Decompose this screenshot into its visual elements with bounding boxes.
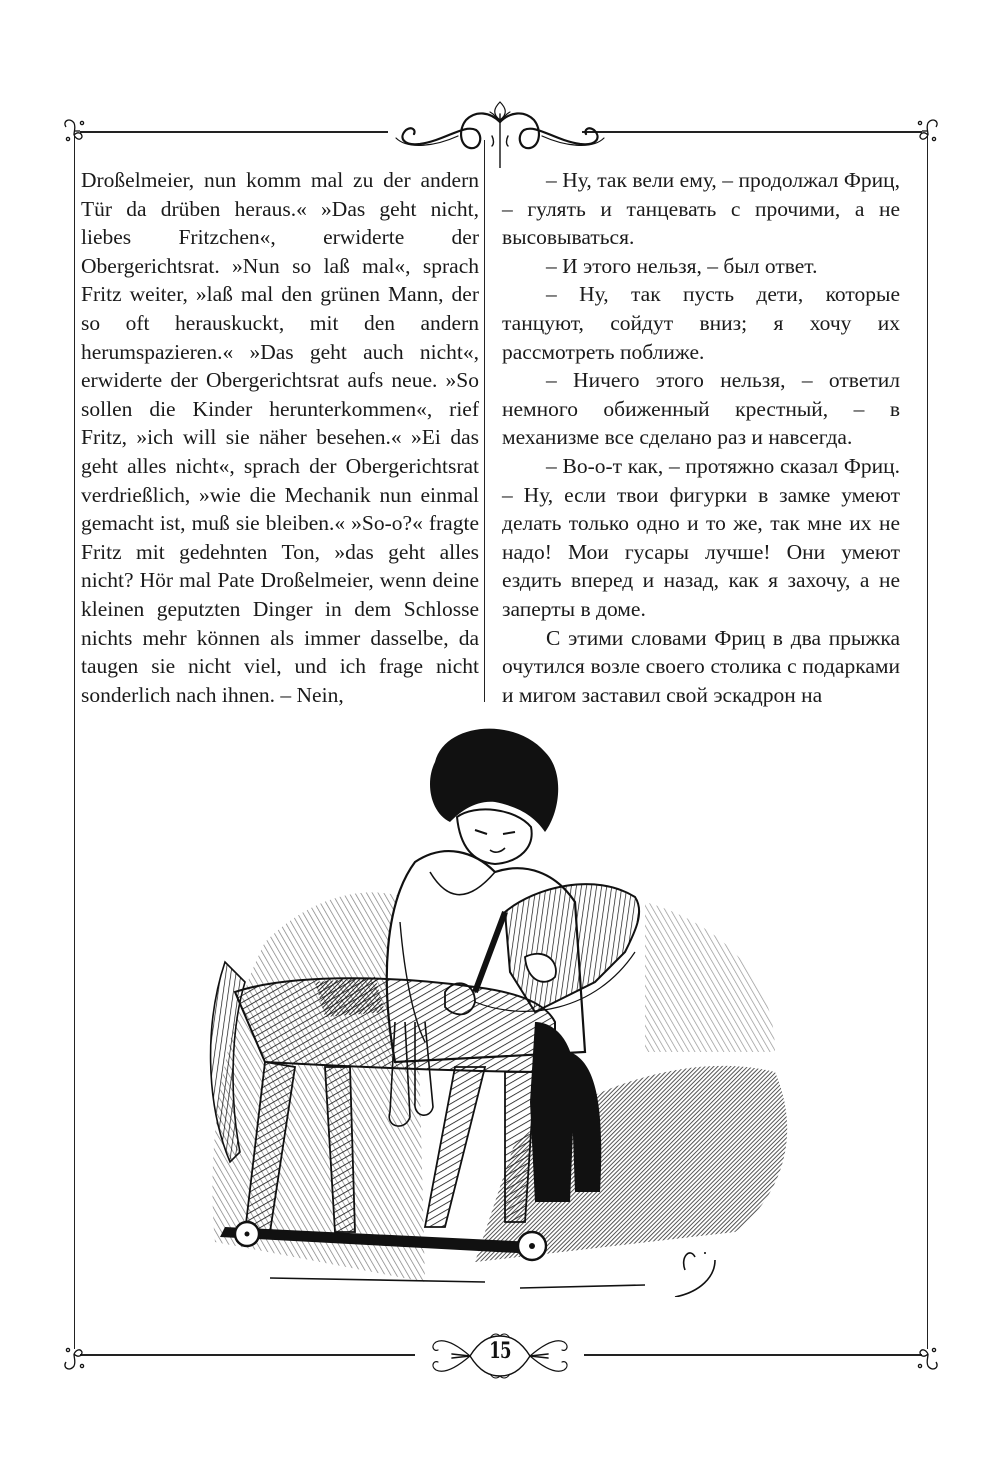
boy-with-hobby-horse-illustration [175, 722, 835, 1297]
german-text-column [81, 166, 479, 709]
frame-bottom-right-line [584, 1354, 922, 1356]
russian-paragraph: – Ну, так пусть дети, которые танцуют, сойдут вниз; я хочу их рассмотреть поближе. [502, 282, 900, 364]
russian-paragraph: – Ну, так вели ему, – продолжал Фриц, – гулять и танцевать с прочими, а не высовываться. [502, 168, 900, 250]
russian-paragraph: С этими словами Фриц в два прыжка очутился возле своего столика с подарками и мигом заставил свой эскадрон на [502, 625, 900, 707]
frame-top-right-line [582, 131, 922, 133]
top-flourish-ornament [380, 98, 620, 168]
german-paragraph: Droßelmeier, nun komm mal zu der andern Tür da drüben heraus.« »Das geht nicht, liebes Fritzchen«, erwiderte der Obergerichtsrat. »Nun so laß mal«, sprach Fritz weiter, »laß mal den grünen Mann, der so oft herauskuckt, mit den andern herumspazieren.« »Das geht auch nicht«, erwiderte der Obergerichtsrat aufs neue. »So sollen die Kinder herunterkommen«, rief Fritz, »ich will sie näher besehen.« »Ei das geht alles nicht«, sprach der Obergerichtsrat verdrießlich, »wie die Mechanik nun einmal gemacht ist, muß sie bleiben.« »So-o?« fragte Fritz mit gedehnten Ton, »das geht alles nicht? Hör mal Pate Droßelmeier, wenn deine kleinen geputzten Dinger in dem Schlosse nichts mehr können als immer dasselbe, da taugen sie nicht viel, und ich frage nicht sonderlich nach ihnen. – Nein, [81, 168, 479, 707]
frame-right-line [927, 136, 928, 1349]
page-number: 15 [489, 1338, 511, 1364]
artist-signature [675, 1252, 715, 1297]
frame-top-left-line [80, 131, 388, 133]
corner-ornament-top-right [906, 117, 942, 153]
corner-ornament-bottom-left [60, 1336, 96, 1372]
russian-paragraph: – Во-о-т как, – протяжно сказал Фриц. – Ну, если твои фигурки в замке умеют делать только одно и то же, так мне их не надо! Мои гусары лучше! Они умеют ездить вперед и назад, как я захочу, а не заперты в доме. [502, 453, 900, 621]
boy-legs [530, 1022, 601, 1202]
horse-head [505, 884, 639, 1012]
column-divider [484, 140, 485, 702]
corner-ornament-bottom-right [906, 1336, 942, 1372]
frame-left-line [74, 136, 75, 1349]
russian-paragraph: – И этого нельзя, – был ответ. [546, 253, 818, 278]
frame-bottom-left-line [80, 1354, 415, 1356]
russian-text-column [502, 166, 900, 709]
corner-ornament-top-left [60, 117, 96, 153]
russian-paragraph: – Ничего этого нельзя, – ответил немного обиженный крестный, – в механизме все сделано раз и навсегда. [502, 368, 900, 450]
